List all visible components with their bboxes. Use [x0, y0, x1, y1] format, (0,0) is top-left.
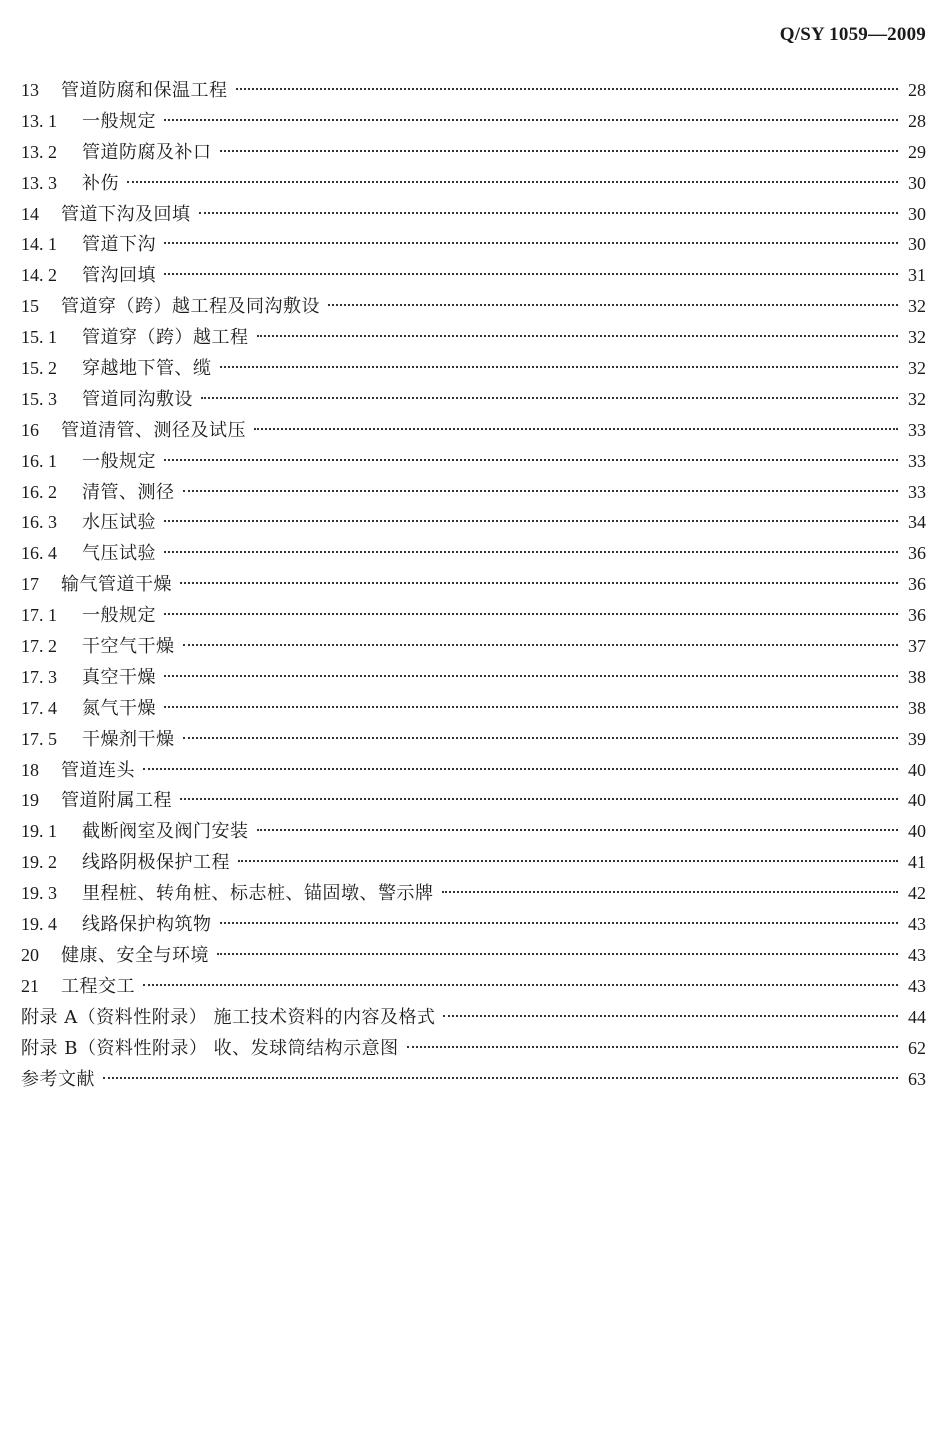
toc-entry-title: 工程交工 [61, 975, 135, 997]
toc-entry-number: 19. 3 [21, 883, 57, 904]
toc-entry-page: 29 [908, 141, 926, 162]
toc-entry-title: 管道穿（跨）越工程及同沟敷设 [61, 296, 320, 318]
toc-entry[interactable] [21, 971, 926, 1002]
toc-entry-title: 输气管道干燥 [61, 574, 172, 596]
toc-entry-title: 健康、安全与环境 [61, 944, 209, 966]
toc-entry-page: 30 [908, 234, 926, 255]
toc-entry-title: 管沟回填 [82, 265, 156, 287]
toc-entry-title: 一般规定 [82, 450, 156, 472]
toc-entry-number: 21 [21, 975, 39, 996]
toc-entry-title: 一般规定 [82, 110, 156, 132]
toc-entry[interactable] [21, 569, 926, 600]
toc-entry-title: 管道防腐及补口 [82, 141, 212, 163]
toc-entry-title: 水压试验 [82, 512, 156, 534]
toc-entry[interactable] [21, 137, 926, 168]
toc-entry[interactable] [21, 693, 926, 724]
toc-entry[interactable] [21, 631, 926, 662]
toc-entry-number: 13. 2 [21, 141, 57, 162]
toc-entry-title: 穿越地下管、缆 [82, 358, 212, 380]
toc-entry-title: 补伤 [82, 172, 119, 194]
toc-entry[interactable] [21, 724, 926, 755]
toc-entry[interactable] [21, 415, 926, 446]
toc-entry-title: 线路阴极保护工程 [82, 852, 230, 874]
toc-entry[interactable] [21, 446, 926, 477]
table-of-contents [21, 75, 926, 1094]
toc-entry-title: 气压试验 [82, 543, 156, 565]
toc-dot-leader [254, 428, 898, 430]
toc-dot-leader [127, 181, 898, 183]
toc-entry-number: 14. 2 [21, 265, 57, 286]
toc-dot-leader [180, 798, 898, 800]
toc-entry[interactable] [21, 538, 926, 569]
toc-entry-page: 28 [908, 110, 926, 131]
toc-entry[interactable] [21, 755, 926, 786]
toc-entry-title: 参考文献 [21, 1068, 95, 1090]
toc-entry-page: 44 [908, 1006, 926, 1027]
toc-entry-number: 18 [21, 759, 39, 780]
toc-entry-number: 16. 3 [21, 512, 57, 533]
toc-entry-number: 16. 1 [21, 450, 57, 471]
toc-dot-leader [143, 768, 898, 770]
toc-entry-title: 一般规定 [82, 605, 156, 627]
toc-entry-title: 管道附属工程 [61, 790, 172, 812]
toc-entry-title: 管道穿（跨）越工程 [82, 327, 249, 349]
toc-dot-leader [257, 335, 899, 337]
toc-entry-number: 15 [21, 296, 39, 317]
toc-entry-title: 截断阀室及阀门安装 [82, 821, 249, 843]
toc-entry-number: 16. 2 [21, 481, 57, 502]
toc-entry-title: 干燥剂干燥 [82, 728, 175, 750]
toc-dot-leader [199, 212, 899, 214]
toc-entry-number: 15. 2 [21, 358, 57, 379]
toc-entry[interactable] [21, 909, 926, 940]
toc-entry-title: 里程桩、转角桩、标志桩、锚固墩、警示牌 [82, 883, 434, 905]
toc-entry-number: 17. 3 [21, 666, 57, 687]
toc-entry-number: 13. 3 [21, 172, 57, 193]
toc-dot-leader [164, 273, 898, 275]
toc-entry[interactable] [21, 322, 926, 353]
toc-entry-title: 管道下沟 [82, 234, 156, 256]
toc-entry[interactable] [21, 291, 926, 322]
toc-dot-leader [164, 675, 898, 677]
toc-entry-page: 41 [908, 852, 926, 873]
toc-entry-number: 13. 1 [21, 110, 57, 131]
toc-entry-number: 17. 4 [21, 697, 57, 718]
toc-dot-leader [407, 1046, 898, 1048]
toc-entry-number: 17. 2 [21, 636, 57, 657]
toc-entry-title: 清管、测径 [82, 481, 175, 503]
toc-dot-leader [236, 88, 899, 90]
toc-entry-page: 38 [908, 666, 926, 687]
toc-entry-number: 19. 1 [21, 821, 57, 842]
toc-entry-page: 62 [908, 1037, 926, 1058]
toc-dot-leader [183, 644, 899, 646]
toc-entry-number: 14. 1 [21, 234, 57, 255]
toc-entry[interactable] [21, 106, 926, 137]
toc-entry-title: 管道同沟敷设 [82, 388, 193, 410]
toc-entry-title: 附录 B（资料性附录） 收、发球筒结构示意图 [21, 1037, 399, 1059]
toc-entry-number: 20 [21, 944, 39, 965]
toc-dot-leader [220, 150, 899, 152]
toc-entry-title: 线路保护构筑物 [82, 914, 212, 936]
toc-entry-number: 17. 1 [21, 605, 57, 626]
toc-entry-page: 43 [908, 914, 926, 935]
toc-entry[interactable] [21, 847, 926, 878]
toc-dot-leader [238, 860, 898, 862]
toc-dot-leader [103, 1077, 898, 1079]
toc-entry-page: 40 [908, 821, 926, 842]
toc-entry-title: 管道下沟及回填 [61, 203, 191, 225]
toc-entry-page: 30 [908, 172, 926, 193]
toc-entry-number: 19 [21, 790, 39, 811]
toc-entry-number: 14 [21, 203, 39, 224]
toc-entry[interactable] [21, 600, 926, 631]
toc-entry[interactable] [21, 353, 926, 384]
toc-entry-title: 附录 A（资料性附录） 施工技术资料的内容及格式 [21, 1006, 436, 1028]
toc-entry-page: 36 [908, 605, 926, 626]
toc-entry-page: 32 [908, 327, 926, 348]
toc-entry-page: 32 [908, 296, 926, 317]
toc-entry-page: 33 [908, 450, 926, 471]
toc-entry[interactable] [21, 878, 926, 909]
toc-entry-title: 管道防腐和保温工程 [61, 80, 228, 101]
toc-entry-page: 34 [908, 512, 926, 533]
toc-entry[interactable] [21, 168, 926, 199]
toc-entry-number: 16. 4 [21, 543, 57, 564]
toc-entry[interactable] [21, 1064, 926, 1095]
toc-entry[interactable] [21, 507, 926, 538]
toc-entry-title: 干空气干燥 [82, 636, 175, 658]
toc-entry-title: 真空干燥 [82, 666, 156, 688]
toc-dot-leader [220, 922, 899, 924]
toc-entry-page: 36 [908, 543, 926, 564]
toc-entry-page: 28 [908, 80, 926, 100]
toc-dot-leader [328, 304, 898, 306]
toc-entry-page: 40 [908, 790, 926, 811]
toc-entry[interactable] [21, 816, 926, 847]
toc-entry-number: 17 [21, 574, 39, 595]
toc-dot-leader [164, 119, 898, 121]
toc-entry-page: 36 [908, 574, 926, 595]
toc-dot-leader [164, 706, 898, 708]
toc-dot-leader [183, 490, 899, 492]
toc-entry-page: 30 [908, 203, 926, 224]
toc-entry[interactable] [21, 260, 926, 291]
toc-entry-page: 33 [908, 419, 926, 440]
toc-entry-number: 15. 1 [21, 327, 57, 348]
toc-entry-page: 43 [908, 975, 926, 996]
toc-entry-title: 管道清管、测径及试压 [61, 419, 246, 441]
toc-dot-leader [164, 242, 898, 244]
toc-dot-leader [164, 520, 898, 522]
toc-entry[interactable] [21, 199, 926, 230]
toc-dot-leader [443, 1015, 898, 1017]
toc-entry[interactable] [21, 662, 926, 693]
toc-entry[interactable] [21, 1002, 926, 1033]
toc-entry-page: 37 [908, 636, 926, 657]
toc-entry-page: 38 [908, 697, 926, 718]
toc-entry-page: 63 [908, 1068, 926, 1089]
toc-dot-leader [164, 459, 898, 461]
toc-entry-page: 43 [908, 944, 926, 965]
toc-entry-page: 42 [908, 883, 926, 904]
toc-entry[interactable] [21, 477, 926, 508]
toc-entry-number: 15. 3 [21, 388, 57, 409]
toc-entry-page: 32 [908, 388, 926, 409]
toc-entry[interactable] [21, 75, 926, 106]
toc-entry-page: 31 [908, 265, 926, 286]
toc-entry-page: 39 [908, 728, 926, 749]
toc-entry-page: 40 [908, 759, 926, 780]
toc-entry-number: 13 [21, 80, 39, 100]
toc-entry-number: 16 [21, 419, 39, 440]
toc-dot-leader [164, 613, 898, 615]
toc-dot-leader [220, 366, 899, 368]
toc-dot-leader [164, 551, 898, 553]
toc-dot-leader [143, 984, 898, 986]
toc-entry-page: 32 [908, 358, 926, 379]
toc-entry-page: 33 [908, 481, 926, 502]
toc-dot-leader [257, 829, 899, 831]
toc-entry-number: 19. 4 [21, 914, 57, 935]
toc-entry-title: 氮气干燥 [82, 697, 156, 719]
toc-entry[interactable] [21, 940, 926, 971]
toc-entry[interactable] [21, 785, 926, 816]
toc-entry-title: 管道连头 [61, 759, 135, 781]
toc-entry-number: 19. 2 [21, 852, 57, 873]
toc-dot-leader [442, 891, 899, 893]
toc-entry-number: 17. 5 [21, 728, 57, 749]
toc-entry[interactable] [21, 229, 926, 260]
toc-dot-leader [183, 737, 899, 739]
toc-dot-leader [201, 397, 898, 399]
toc-entry[interactable] [21, 1033, 926, 1064]
toc-dot-leader [217, 953, 898, 955]
document-code: Q/SY 1059—2009 [779, 24, 926, 45]
toc-dot-leader [180, 582, 898, 584]
toc-entry[interactable] [21, 384, 926, 415]
